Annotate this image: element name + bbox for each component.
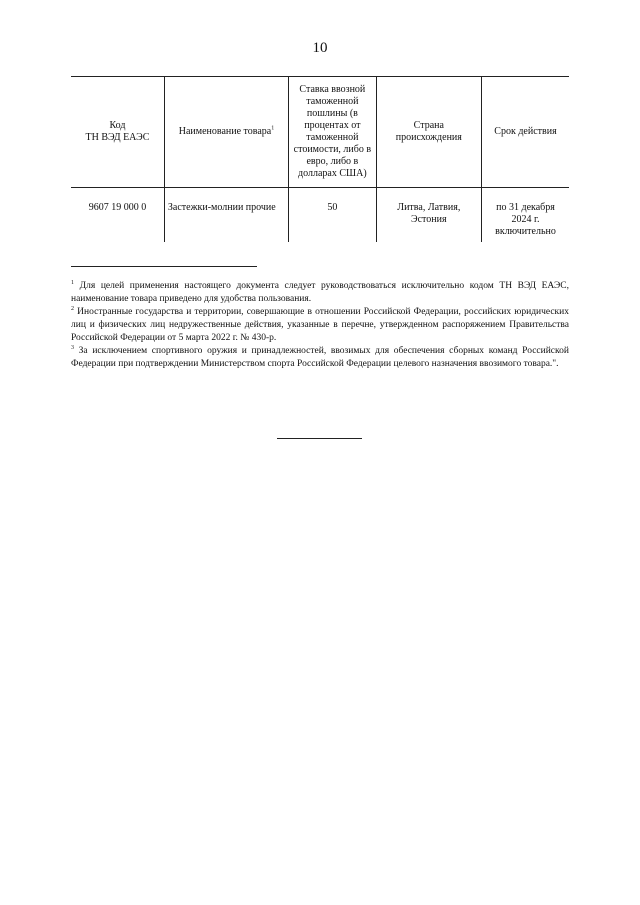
footnote-3-text: За исключением спортивного оружия и принадлежностей, ввозимых для обеспечения сборных команд Российской Федерации при подтверждении Министерством спорта Российской Федерации целевого назначения ввозимого товара. bbox=[71, 346, 569, 369]
footnote-3-closing: ". bbox=[552, 359, 559, 369]
header-name-label: Наименование товара bbox=[178, 126, 272, 137]
end-separator bbox=[277, 438, 362, 439]
header-country: Страна происхождения bbox=[376, 77, 481, 188]
tariff-table bbox=[71, 76, 569, 242]
footnote-2-text: Иностранные государства и территории, совершающие в отношении Российской Федерации, российских юридических лиц и физических лиц недружественные действия, указанные в перечне, утвержденном распоряжением Правительства Российской Федерации от 5 марта 2022 г. № 430-р. bbox=[71, 307, 570, 343]
footnote-separator bbox=[71, 266, 257, 267]
header-code-line2: ТН ВЭД ЕАЭС bbox=[85, 132, 150, 143]
header-code-line1: Код bbox=[109, 120, 126, 131]
header-name bbox=[164, 77, 288, 188]
cell-term: по 31 декабря 2024 г. включительно bbox=[481, 188, 569, 243]
footnote-3 bbox=[71, 345, 569, 371]
footnote-1-text: Для целей применения настоящего документа следует руководствоваться исключительно кодом ТН ВЭД ЕАЭС, наименование товара приведено для удобства пользования. bbox=[71, 281, 570, 304]
header-rate: Ставка ввозной таможенной пошлины (в процентах от таможенной стоимости, либо в евро, либо в долларах США) bbox=[289, 77, 377, 188]
page-number: 10 bbox=[312, 40, 328, 56]
cell-rate: 50 bbox=[289, 188, 377, 243]
footnote-1 bbox=[71, 280, 569, 306]
table-row bbox=[71, 188, 569, 243]
header-name-footnote-mark: 1 bbox=[271, 125, 275, 132]
footnote-2 bbox=[71, 306, 569, 345]
footnote-3-mark: 3 bbox=[71, 344, 74, 351]
cell-name: Застежки-молнии прочие bbox=[164, 188, 288, 243]
footnote-2-mark: 2 bbox=[71, 305, 74, 312]
table-header-row bbox=[71, 77, 569, 188]
cell-country: Литва, Латвия, Эстония bbox=[376, 188, 481, 243]
cell-code: 9607 19 000 0 bbox=[88, 202, 147, 213]
header-code bbox=[71, 77, 164, 188]
footnote-1-mark: 1 bbox=[71, 279, 74, 286]
footnotes bbox=[71, 280, 569, 371]
header-term: Срок действия bbox=[481, 77, 569, 188]
